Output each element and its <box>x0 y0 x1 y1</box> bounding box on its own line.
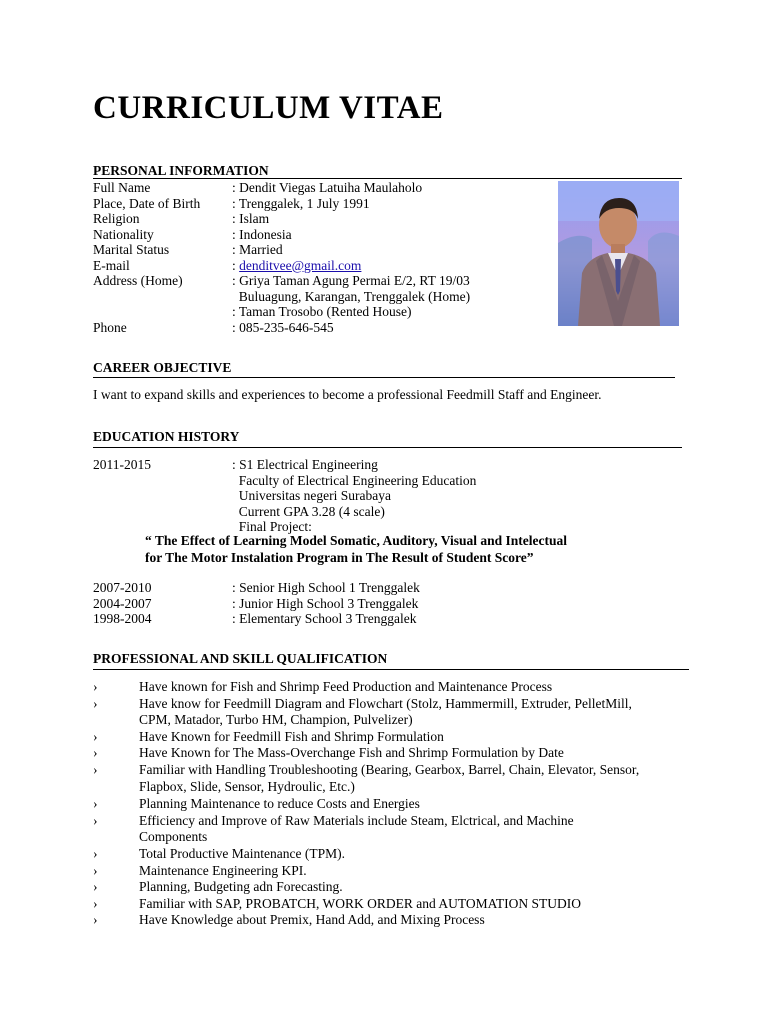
info-label: Religion <box>93 211 140 226</box>
info-label: Marital Status <box>93 242 170 257</box>
education-rule <box>93 447 682 448</box>
personal-info-rule <box>93 178 682 179</box>
final-project-title: “ The Effect of Learning Model Somatic, Auditory, Visual and Intelectual for The Motor Instalation Program in The Result of Student Score” <box>145 533 568 565</box>
bullet-icon: › <box>93 795 98 811</box>
info-label: Nationality <box>93 226 154 242</box>
bullet-icon: › <box>93 762 98 777</box>
personal-info-heading: PERSONAL INFORMATION <box>93 163 269 178</box>
skill-text: Planning, Budgeting adn Forecasting. <box>139 879 343 894</box>
skill-text: Have know for Feedmill Diagram and Flowchart (Stolz, Hammermill, Extruder, PelletMill, CPM, Matador, Turbo HM, Champion, Pulvelizer) <box>139 695 632 727</box>
bullet-icon: › <box>93 879 98 894</box>
skill-text: Planning Maintenance to reduce Costs and Energies <box>139 795 420 811</box>
info-value <box>232 258 361 274</box>
bullet-icon: › <box>93 679 98 694</box>
email-prefix: : <box>232 257 240 273</box>
skill-text: Efficiency and Improve of Raw Materials include Steam, Elctrical, and Machine Components <box>139 812 574 844</box>
education-years: 1998-2004 <box>93 611 152 626</box>
education-detail: : Elementary School 3 Trenggalek <box>232 611 417 626</box>
skill-text: Familiar with SAP, PROBATCH, WORK ORDER and AUTOMATION STUDIO <box>139 895 582 911</box>
education-detail: Universitas negeri Surabaya <box>232 488 391 503</box>
skills-rule <box>93 669 689 670</box>
info-value: : Griya Taman Agung Permai E/2, RT 19/03 <box>232 273 470 288</box>
bullet-icon: › <box>93 695 98 711</box>
info-value: : Married <box>232 242 283 257</box>
education-detail: : Junior High School 3 Trenggalek <box>232 595 419 611</box>
info-label: Place, Date of Birth <box>93 195 201 211</box>
email-link[interactable]: denditvee@gmail.com <box>239 257 362 273</box>
education-detail: : S1 Electrical Engineering <box>232 457 378 472</box>
info-value: : Dendit Viegas Latuiha Maulaholo <box>232 180 423 195</box>
skill-text: Have Known for Feedmill Fish and Shrimp Formulation <box>139 728 444 744</box>
career-objective-heading: CAREER OBJECTIVE <box>93 360 232 375</box>
info-value: : Trenggalek, 1 July 1991 <box>232 195 370 211</box>
skill-text: Familiar with Handling Troubleshooting (Bearing, Gearbox, Barrel, Chain, Elevator, Sensor, Flapbox, Slide, Sensor, Hydroulic, Etc.) <box>139 762 640 794</box>
skill-text: Have Knowledge about Premix, Hand Add, and Mixing Process <box>139 912 485 927</box>
bullet-icon: › <box>93 812 98 828</box>
education-years: 2011-2015 <box>93 457 151 472</box>
info-label: Phone <box>93 319 127 335</box>
bullet-icon: › <box>93 728 98 744</box>
info-value: : Islam <box>232 211 270 226</box>
info-value: Buluagung, Karangan, Trenggalek (Home) <box>232 288 471 304</box>
skill-text: Maintenance Engineering KPI. <box>139 862 307 878</box>
bullet-icon: › <box>93 895 98 911</box>
education-detail: Current GPA 3.28 (4 scale) <box>232 503 385 519</box>
info-label: Address (Home) <box>93 273 183 288</box>
career-objective-rule <box>93 377 675 378</box>
bullet-icon: › <box>93 745 98 760</box>
info-value: : 085-235-646-545 <box>232 319 334 335</box>
education-detail: Faculty of Electrical Engineering Education <box>232 472 477 488</box>
info-label: E-mail <box>93 257 130 273</box>
education-years: 2007-2010 <box>93 580 152 595</box>
bullet-icon: › <box>93 862 98 878</box>
bullet-icon: › <box>93 846 98 861</box>
info-label: Full Name <box>93 180 151 195</box>
bullet-icon: › <box>93 912 98 927</box>
education-detail: : Senior High School 1 Trenggalek <box>232 580 420 595</box>
education-heading: EDUCATION HISTORY <box>93 429 240 444</box>
info-value: : Taman Trosobo (Rented House) <box>232 304 412 319</box>
skills-heading: PROFESSIONAL AND SKILL QUALIFICATION <box>93 651 388 666</box>
education-detail: Final Project: <box>232 519 312 534</box>
skill-text: Total Productive Maintenance (TPM). <box>139 846 346 861</box>
skill-text: Have Known for The Mass-Overchange Fish and Shrimp Formulation by Date <box>139 745 564 760</box>
career-objective-text: I want to expand skills and experiences to become a professional Feedmill Staff and Engineer. <box>93 387 602 402</box>
info-value: : Indonesia <box>232 226 292 242</box>
skill-text: Have known for Fish and Shrimp Feed Production and Maintenance Process <box>139 679 553 694</box>
document-title: CURRICULUM VITAE <box>93 90 444 126</box>
education-years: 2004-2007 <box>93 595 152 611</box>
profile-photo <box>558 181 679 326</box>
